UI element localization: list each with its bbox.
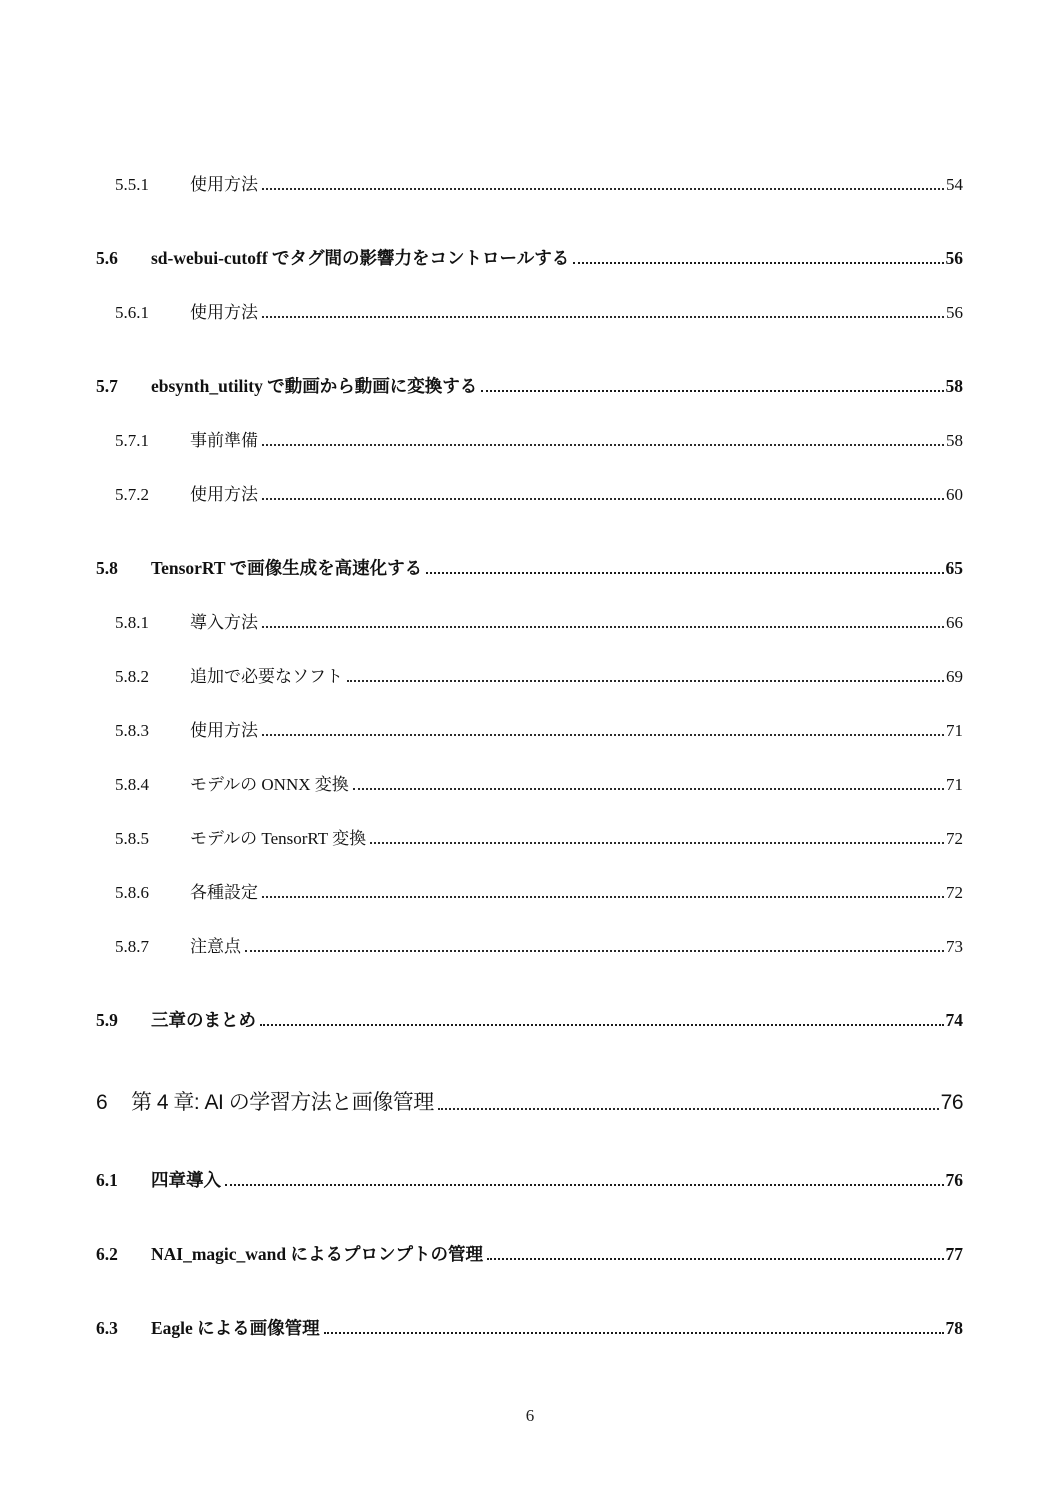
toc-dot-leader (481, 390, 943, 392)
toc-dot-leader (487, 1258, 943, 1260)
toc-dot-leader (262, 498, 944, 500)
toc-entry-page: 58 (946, 431, 963, 450)
toc-entry-page: 71 (946, 775, 963, 794)
toc-entry[interactable] (96, 485, 963, 505)
toc-dot-leader (245, 950, 944, 952)
toc-dot-leader (262, 734, 944, 736)
toc-entry-page: 72 (946, 829, 963, 848)
toc-entry[interactable] (96, 1318, 963, 1339)
toc-entry[interactable] (96, 721, 963, 741)
toc-entry-number: 5.8.3 (115, 721, 149, 740)
toc-dot-leader (262, 444, 944, 446)
toc-entry-page: 76 (945, 1170, 963, 1190)
toc-dot-leader (426, 572, 943, 574)
toc-dot-leader (438, 1108, 939, 1110)
toc-entry-title: 第 4 章: AI の学習方法と画像管理 (131, 1091, 434, 1114)
toc-dot-leader (260, 1024, 944, 1026)
toc-entry-page: 71 (946, 721, 963, 740)
toc-entry-title: ebsynth_utility で動画から動画に変換する (151, 376, 478, 396)
toc-entry-title: NAI_magic_wand によるプロンプトの管理 (151, 1244, 484, 1264)
table-of-contents (96, 0, 963, 1339)
toc-entry-number: 5.8.6 (115, 883, 149, 902)
toc-entry[interactable] (96, 883, 963, 903)
toc-entry-title: 使用方法 (190, 721, 258, 740)
toc-entry-number: 5.7 (96, 376, 118, 396)
toc-entry-page: 72 (946, 883, 963, 902)
toc-entry[interactable] (96, 667, 963, 687)
toc-entry[interactable] (96, 376, 963, 397)
toc-entry-number: 5.6.1 (115, 303, 149, 322)
toc-entry-title: 追加で必要なソフト (190, 667, 343, 686)
toc-entry-number: 5.8.4 (115, 775, 149, 794)
toc-entry-number: 5.8.5 (115, 829, 149, 848)
toc-entry-page: 56 (945, 248, 963, 268)
toc-entry-page: 74 (945, 1010, 963, 1030)
toc-dot-leader (262, 626, 944, 628)
toc-entry-page: 66 (946, 613, 963, 632)
toc-entry-number: 5.7.2 (115, 485, 149, 504)
toc-entry-number: 6.1 (96, 1170, 118, 1190)
toc-entry[interactable] (96, 1244, 963, 1265)
toc-entry-number: 6 (96, 1091, 108, 1114)
toc-entry-title: Eagle による画像管理 (151, 1318, 320, 1338)
toc-entry-title: 三章のまとめ (151, 1010, 256, 1030)
toc-entry-number: 5.8.1 (115, 613, 149, 632)
toc-entry[interactable] (96, 613, 963, 633)
toc-entry-title: sd-webui-cutoff でタグ間の影響力をコントロールする (151, 248, 570, 268)
toc-entry-page: 73 (946, 937, 963, 956)
toc-entry-number: 6.3 (96, 1318, 118, 1338)
toc-entry[interactable] (96, 1170, 963, 1191)
toc-entry-page: 60 (946, 485, 963, 504)
toc-entry-number: 5.6 (96, 248, 118, 268)
toc-entry-title: 導入方法 (190, 613, 258, 632)
toc-entry-page: 54 (946, 175, 963, 194)
toc-entry-number: 6.2 (96, 1244, 118, 1264)
toc-entry-page: 58 (945, 376, 963, 396)
toc-entry[interactable] (96, 175, 963, 195)
toc-entry[interactable] (96, 1010, 963, 1031)
toc-entry-title: 使用方法 (190, 485, 258, 504)
toc-dot-leader (262, 316, 944, 318)
toc-entry[interactable] (96, 303, 963, 323)
toc-entry[interactable] (96, 937, 963, 957)
toc-entry[interactable] (96, 431, 963, 451)
toc-entry[interactable] (96, 248, 963, 269)
toc-dot-leader (370, 842, 944, 844)
toc-dot-leader (262, 188, 944, 190)
toc-entry-page: 78 (945, 1318, 963, 1338)
toc-entry-page: 77 (945, 1244, 963, 1264)
toc-entry-number: 5.5.1 (115, 175, 149, 194)
toc-entry-page: 65 (945, 558, 963, 578)
toc-entry-number: 5.8.7 (115, 937, 149, 956)
toc-entry-title: 四章導入 (151, 1170, 221, 1190)
toc-dot-leader (573, 262, 943, 264)
toc-entry-title: 各種設定 (190, 883, 258, 902)
toc-entry[interactable] (96, 829, 963, 849)
toc-entry-title: 事前準備 (190, 431, 258, 450)
toc-entry-title: 使用方法 (190, 175, 258, 194)
toc-entry-page: 69 (946, 667, 963, 686)
toc-entry-title: モデルの TensorRT 変換 (190, 829, 367, 848)
toc-entry-title: TensorRT で画像生成を高速化する (151, 558, 423, 578)
toc-entry-title: 使用方法 (190, 303, 258, 322)
toc-dot-leader (225, 1184, 944, 1186)
toc-entry-number: 5.8.2 (115, 667, 149, 686)
toc-entry-page: 76 (940, 1091, 963, 1114)
toc-entry[interactable] (96, 1089, 963, 1117)
toc-dot-leader (324, 1332, 944, 1334)
toc-entry-page: 56 (946, 303, 963, 322)
toc-entry-title: モデルの ONNX 変換 (190, 775, 349, 794)
toc-entry-number: 5.7.1 (115, 431, 149, 450)
toc-entry[interactable] (96, 558, 963, 579)
toc-dot-leader (353, 788, 944, 790)
toc-entry-number: 5.8 (96, 558, 118, 578)
toc-dot-leader (347, 680, 944, 682)
toc-dot-leader (262, 896, 944, 898)
toc-entry[interactable] (96, 775, 963, 795)
page-footer-number: 6 (525, 1406, 535, 1425)
toc-entry-title: 注意点 (190, 937, 241, 956)
toc-entry-number: 5.9 (96, 1010, 118, 1030)
